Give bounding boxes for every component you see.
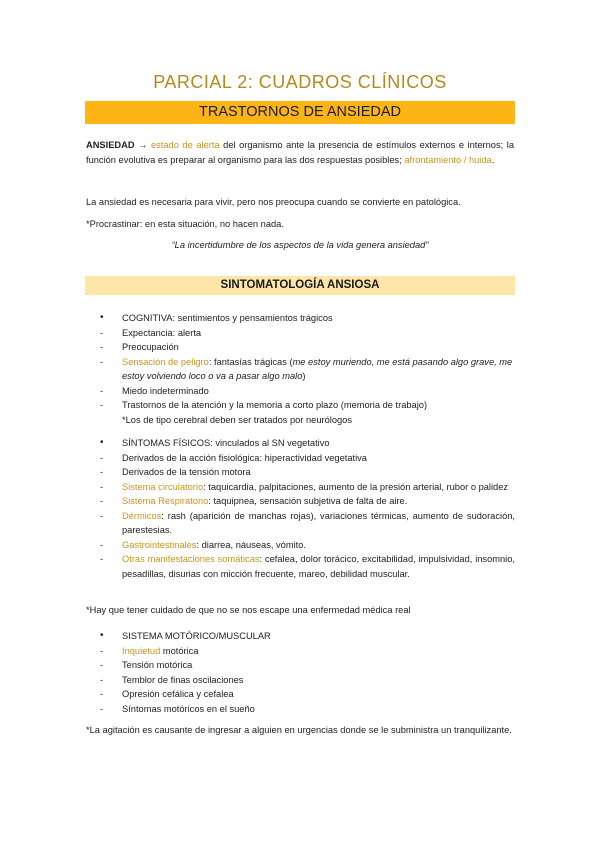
list-item [100,644,515,659]
dash-marker: - [100,703,104,714]
item-key: Sistema Respiratorio [122,496,209,506]
dash-marker: - [100,510,104,521]
note-agitacion: *La agitación es causante de ingresar a alguien en urgencias donde se le subministra un tranquilizante. [86,725,512,735]
item-text: Derivados de la acción fisiológica: hiperactividad vegetativa [122,452,367,463]
item-text: Temblor de finas oscilaciones [122,674,244,685]
item-key: Gastrointestinales [122,539,197,550]
list-item [100,629,515,644]
list-sistema-motorico [100,629,515,716]
list-title-motorico: SISTEMA MOTÓRICO/MUSCULAR [122,631,271,641]
document-title: PARCIAL 2: CUADROS CLÍNICOS [153,72,447,92]
item-end: ) [302,371,306,381]
item-key: Sistema circulatorio [122,481,204,492]
item-text: motórica [160,645,199,656]
bullet-marker: • [100,630,104,641]
item-text: Trastornos de la atención y la memoria a corto plazo (memoria de trabajo) [122,400,428,410]
dash-marker: - [100,327,104,338]
list-title-fisicos: SÍNTOMAS FÍSICOS: vinculados al SN vegetativo [122,438,330,448]
list-item [100,538,515,553]
list-item [100,658,515,673]
list-item [100,326,515,341]
list-cognitiva [100,311,515,427]
arrow-symbol: → [134,140,151,150]
list-item [100,384,515,399]
definition-end: . [491,154,495,165]
dash-marker: - [100,481,104,492]
key-afrontamiento-huida: afrontamiento / huida [404,154,492,165]
item-text: : cefalea, dolor torácico, excitabilidad, impulsividad, insomnio, pesadillas, disurias con micción frecuente, mareo, debilidad muscular. [122,554,515,579]
item-text: Opresión cefálica y cefalea [122,689,234,699]
dash-marker: - [100,385,104,396]
item-text: : taquipnea, sensación subjetiva de falta de aire. [208,496,408,506]
dash-marker: - [100,689,104,699]
key-estado-alerta: estado de alerta [150,140,220,150]
item-key: Dérmicos [122,510,162,521]
item-italic: me estoy muriendo, me está pasando algo grave, me estoy volviendo loco o va a pasar algo malo [122,356,513,381]
list-item [100,465,515,480]
definition-text: del organismo ante la presencia de estímulos externos e internos; la función evolutiva es preparar al organismo para las dos respuestas posibles; [86,140,514,165]
item-key: Otras manifestaciones somáticas [122,554,260,564]
item-text: Derivados de la tensión motora [122,467,251,477]
paragraph-procrastinar: *Procrastinar: en esta situación, no hacen nada. [86,219,284,229]
bullet-marker: • [100,437,104,448]
dash-marker: - [100,342,104,352]
item-text: : diarrea, náuseas, vómito. [196,539,306,550]
dash-marker: - [100,467,104,477]
dash-marker: - [100,452,104,463]
list-item [100,340,515,355]
dash-marker: - [100,496,104,506]
list-item [100,673,515,688]
dash-marker: - [100,660,104,670]
note-enfermedad-medica: *Hay que tener cuidado de que no se nos escape una enfermedad médica real [86,605,411,615]
dash-marker: - [100,400,104,410]
item-text: Preocupación [122,342,179,352]
list-item [100,311,515,326]
list-note: *Los de tipo cerebral deben ser tratados por neurólogos [122,414,352,425]
quote-incertidumbre: “La incertidumbre de los aspectos de la vida genera ansiedad” [171,240,429,250]
term-ansiedad: ANSIEDAD [86,140,135,150]
section-heading-sintomatologia: SINTOMATOLOGÍA ANSIOSA [85,276,515,295]
dash-marker: - [100,645,104,656]
list-item [100,436,515,451]
dash-marker: - [100,539,104,550]
list-item [100,494,515,509]
list-item [100,509,515,538]
item-text: Tensión motórica [122,660,193,670]
item-text: Miedo indeterminado [122,385,209,396]
section-heading-ansiedad: TRASTORNOS DE ANSIEDAD [85,101,515,124]
dash-marker: - [100,674,104,685]
dash-marker: - [100,554,104,564]
bullet-marker: • [100,312,104,323]
list-item [100,702,515,717]
item-text: : taquicardia, palpitaciones, aumento de la presión arterial, rubor o palidez [203,481,509,492]
list-item [100,398,515,413]
paragraph-necesaria: La ansiedad es necesaria para vivir, pero nos preocupa cuando se convierte en patológica. [86,197,461,207]
list-title-cognitiva: COGNITIVA: sentimientos y pensamientos trágicos [122,313,333,323]
item-text: Expectancia: alerta [122,327,202,338]
item-key: Inquietud [122,645,161,656]
list-item [100,552,515,581]
item-text: : fantasías trágicas ( [208,356,293,367]
list-sintomas-fisicos [100,436,515,581]
item-text: Síntomas motóricos en el sueño [122,703,255,714]
item-text: : rash (aparición de manchas rojas), variaciones térmicas, aumento de sudoración, parestesias. [122,510,515,535]
list-item [100,480,515,495]
list-item [100,687,515,702]
dash-marker: - [100,356,104,367]
item-key: Sensación de peligro [122,356,209,367]
definition-paragraph [86,138,514,167]
list-item [100,355,515,384]
list-item [100,451,515,466]
